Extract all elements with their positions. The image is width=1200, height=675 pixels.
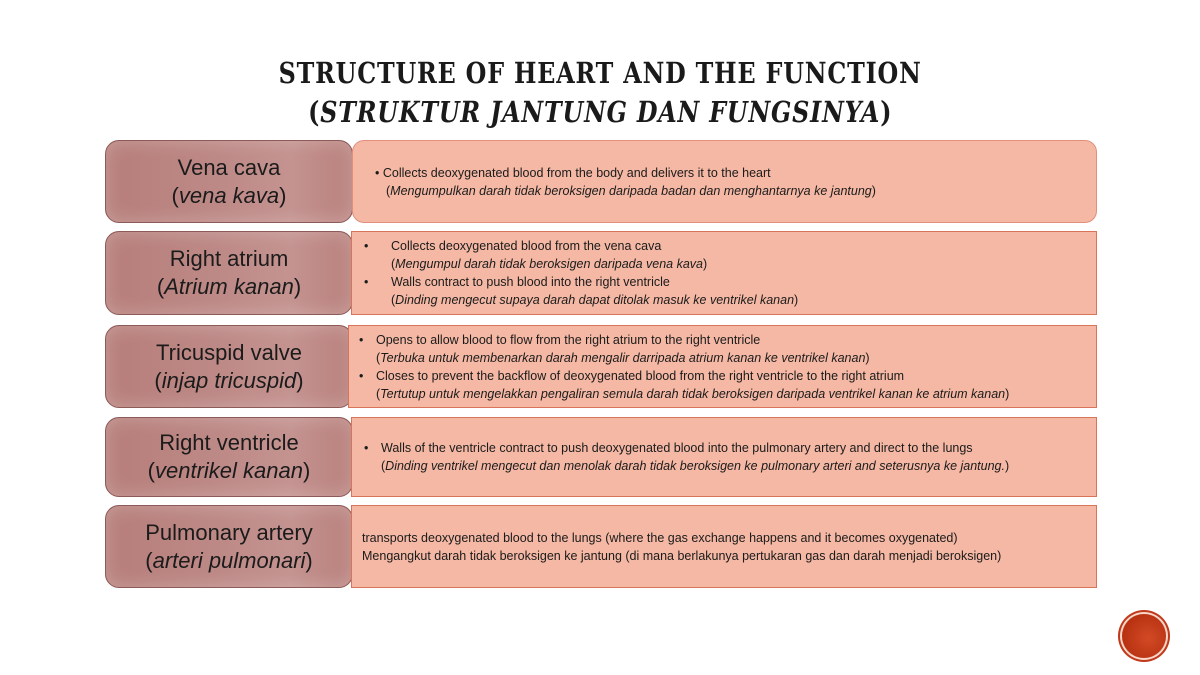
row-right-ventricle — [105, 417, 1097, 497]
row-tricuspid-valve — [105, 325, 1097, 408]
title-line-2: (STRUKTUR JANTUNG DAN FUNGSINYA) — [307, 95, 893, 129]
slide-nav-circle-icon[interactable] — [1122, 614, 1166, 658]
label-right-ventricle: Right ventricle (ventrikel kanan) — [105, 417, 353, 497]
label-vena-cava: Vena cava (vena kava) — [105, 140, 353, 223]
label-right-atrium: Right atrium (Atrium kanan) — [105, 231, 353, 315]
slide-title — [0, 56, 1200, 134]
label-tricuspid-valve: Tricuspid valve (injap tricuspid) — [105, 325, 353, 408]
row-pulmonary-artery — [105, 505, 1097, 588]
desc-vena-cava: • Collects deoxygenated blood from the body and delivers it to the heart (Mengumpulkan darah tidak beroksigen daripada badan dan menghantarnya ke jantung) — [352, 140, 1097, 223]
desc-tricuspid-valve: • Opens to allow blood to flow from the right atrium to the right ventricle (Terbuka untuk membenarkan darah mengalir darripada atrium kanan ke ventrikel kanan) • Closes to prevent the backflow of deoxygenated blood from the right ventricle to the right atrium (Tertutup untuk mengelakkan pengaliran semula darah tidak beroksigen daripada ventrikel kanan ke atrium kanan) — [348, 325, 1097, 408]
desc-pulmonary-artery: transports deoxygenated blood to the lungs (where the gas exchange happens and it becomes oxygenated) Mengangkut darah tidak beroksigen ke jantung (di mana berlakunya pertukaran gas dan darah menjadi beroksigen) — [351, 505, 1097, 588]
label-pulmonary-artery: Pulmonary artery (arteri pulmonari) — [105, 505, 353, 588]
desc-right-ventricle: • Walls of the ventricle contract to push deoxygenated blood into the pulmonary artery and direct to the lungs (Dinding ventrikel mengecut dan menolak darah tidak beroksigen ke pulmonary arteri and seterusnya ke jantung.) — [351, 417, 1097, 497]
desc-right-atrium: • Collects deoxygenated blood from the vena cava (Mengumpul darah tidak beroksigen daripada vena kava) • Walls contract to push blood into the right ventricle (Dinding mengecut supaya darah dapat ditolak masuk ke ventrikel kanan) — [351, 231, 1097, 315]
row-vena-cava — [105, 140, 1097, 223]
title-line-1: STRUCTURE OF HEART AND THE FUNCTION — [278, 56, 922, 90]
row-right-atrium — [105, 231, 1097, 315]
